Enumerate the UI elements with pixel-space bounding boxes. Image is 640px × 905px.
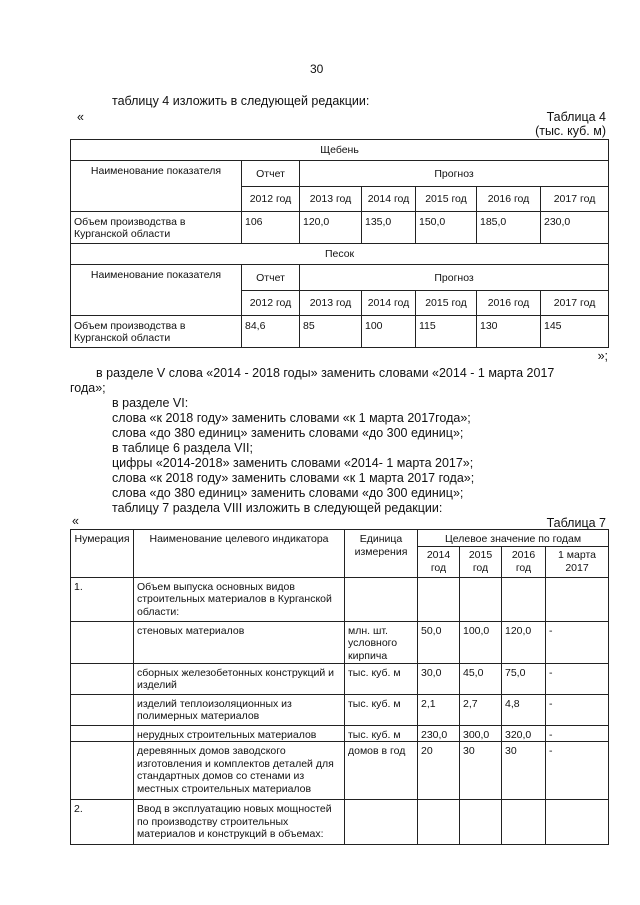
value-cell: 45,0 [460, 663, 502, 694]
table-row [71, 663, 609, 694]
year-cell: 2014 год [362, 187, 416, 212]
value-cell [546, 800, 609, 845]
value-cell: 50,0 [418, 621, 460, 663]
value-cell: 4,8 [502, 694, 546, 725]
value-cell: 100 [362, 316, 416, 348]
value-cell: 85 [300, 316, 362, 348]
amendment-line: цифры «2014-2018» заменить словами «2014- 1 марта 2017»; [112, 456, 474, 470]
value-cell: - [546, 725, 609, 742]
year-cell: 2013 год [300, 291, 362, 316]
row-label: Объем производства в Курганской области [71, 316, 242, 348]
row-name: нерудных строительных материалов [134, 725, 345, 742]
row-name: стеновых материалов [134, 621, 345, 663]
year-cell: 2013 год [300, 187, 362, 212]
table4-header-row [71, 161, 609, 187]
row-num [71, 694, 134, 725]
header-name: Наименование целевого индикатора [134, 530, 345, 578]
row-label: Объем производства в Курганской области [71, 212, 242, 244]
table-row [71, 621, 609, 663]
value-cell: 106 [242, 212, 300, 244]
value-cell: 30 [460, 742, 502, 800]
section-title-row [71, 140, 609, 161]
header-report: Отчет [242, 161, 300, 187]
amendment-line: в разделе VI: [112, 396, 189, 410]
value-cell: 115 [416, 316, 477, 348]
value-cell [460, 577, 502, 621]
table-row [71, 694, 609, 725]
row-num [71, 621, 134, 663]
year-cell: 1 марта 2017 [546, 546, 609, 577]
value-cell: 300,0 [460, 725, 502, 742]
year-cell: 2014 год [418, 546, 460, 577]
row-name: Объем выпуска основных видов строительных материалов в Курганской области: [134, 577, 345, 621]
value-cell: 30 [502, 742, 546, 800]
value-cell: 320,0 [502, 725, 546, 742]
amendment-line: года»; [70, 381, 106, 395]
year-cell: 2015 год [416, 291, 477, 316]
table7-open-quote: « [72, 514, 79, 528]
value-cell: 120,0 [502, 621, 546, 663]
row-name: Ввод в эксплуатацию новых мощностей по производству строительных материалов и конструкций в объемах: [134, 800, 345, 845]
section-title: Щебень [71, 140, 609, 161]
value-cell [546, 577, 609, 621]
row-unit: тыс. куб. м [345, 694, 418, 725]
table-row [71, 316, 609, 348]
header-num: Нумерация [71, 530, 134, 578]
header-report: Отчет [242, 265, 300, 291]
header-target: Целевое значение по годам [418, 530, 609, 547]
row-num: 2. [71, 800, 134, 845]
table-row [71, 800, 609, 845]
amendment-line: слова «до 380 единиц» заменить словами «до 300 единиц»; [112, 426, 464, 440]
amendment-line: слова «к 2018 году» заменить словами «к 1 марта 2017года»; [112, 411, 471, 425]
row-num [71, 725, 134, 742]
value-cell: 20 [418, 742, 460, 800]
table4-units: (тыс. куб. м) [535, 124, 606, 138]
value-cell: 135,0 [362, 212, 416, 244]
value-cell [460, 800, 502, 845]
open-quote: « [77, 110, 84, 124]
value-cell: 145 [541, 316, 609, 348]
amendment-line: слова «до 380 единиц» заменить словами «до 300 единиц»; [112, 486, 464, 500]
row-num: 1. [71, 577, 134, 621]
row-unit: домов в год [345, 742, 418, 800]
year-cell: 2017 год [541, 291, 609, 316]
header-unit: Единица измерения [345, 530, 418, 578]
table-row [71, 725, 609, 742]
row-name: изделий теплоизоляционных из полимерных материалов [134, 694, 345, 725]
value-cell: - [546, 621, 609, 663]
value-cell: 2,7 [460, 694, 502, 725]
year-cell: 2016 год [502, 546, 546, 577]
row-num [71, 663, 134, 694]
close-quote: »; [597, 349, 608, 363]
amendment-line: в разделе V слова «2014 - 2018 годы» заменить словами «2014 - 1 марта 2017 [96, 366, 555, 380]
year-cell: 2015 год [416, 187, 477, 212]
table-row [71, 742, 609, 800]
value-cell [502, 577, 546, 621]
value-cell: 130 [477, 316, 541, 348]
section-title: Песок [71, 244, 609, 265]
value-cell: - [546, 694, 609, 725]
amendment-line: слова «к 2018 году» заменить словами «к 1 марта 2017 года»; [112, 471, 475, 485]
amendment-line: таблицу 7 раздела VIII изложить в следующей редакции: [112, 501, 443, 515]
header-indicator: Наименование показателя [71, 161, 242, 212]
value-cell: 2,1 [418, 694, 460, 725]
value-cell: - [546, 742, 609, 800]
value-cell: 230,0 [418, 725, 460, 742]
value-cell: 100,0 [460, 621, 502, 663]
value-cell: 120,0 [300, 212, 362, 244]
year-cell: 2014 год [362, 291, 416, 316]
row-unit: млн. шт. условного кирпича [345, 621, 418, 663]
table-4 [70, 139, 609, 348]
header-forecast: Прогноз [300, 265, 609, 291]
value-cell: 84,6 [242, 316, 300, 348]
value-cell: 185,0 [477, 212, 541, 244]
value-cell: - [546, 663, 609, 694]
year-cell: 2016 год [477, 291, 541, 316]
header-indicator: Наименование показателя [71, 265, 242, 316]
row-unit [345, 800, 418, 845]
row-unit: тыс. куб. м [345, 725, 418, 742]
row-unit: тыс. куб. м [345, 663, 418, 694]
table-7 [70, 529, 609, 845]
row-name: сборных железобетонных конструкций и изделий [134, 663, 345, 694]
row-name: деревянных домов заводского изготовления и комплектов деталей для стандартных домов со стенами из местных строительных материалов [134, 742, 345, 800]
year-cell: 2015 год [460, 546, 502, 577]
year-cell: 2016 год [477, 187, 541, 212]
value-cell [418, 577, 460, 621]
header-forecast: Прогноз [300, 161, 609, 187]
row-unit [345, 577, 418, 621]
row-num [71, 742, 134, 800]
table-row [71, 212, 609, 244]
intro-text: таблицу 4 изложить в следующей редакции: [112, 94, 370, 108]
page-number: 30 [310, 62, 324, 76]
value-cell [418, 800, 460, 845]
table-row [71, 577, 609, 621]
year-cell: 2012 год [242, 291, 300, 316]
section-title-row [71, 244, 609, 265]
value-cell: 150,0 [416, 212, 477, 244]
value-cell: 30,0 [418, 663, 460, 694]
table4-header-row [71, 265, 609, 291]
year-cell: 2012 год [242, 187, 300, 212]
table7-header-row [71, 530, 609, 547]
value-cell [502, 800, 546, 845]
table4-caption: Таблица 4 [546, 110, 606, 124]
value-cell: 230,0 [541, 212, 609, 244]
amendment-line: в таблице 6 раздела VII; [112, 441, 253, 455]
table7-caption: Таблица 7 [546, 516, 606, 530]
value-cell: 75,0 [502, 663, 546, 694]
year-cell: 2017 год [541, 187, 609, 212]
